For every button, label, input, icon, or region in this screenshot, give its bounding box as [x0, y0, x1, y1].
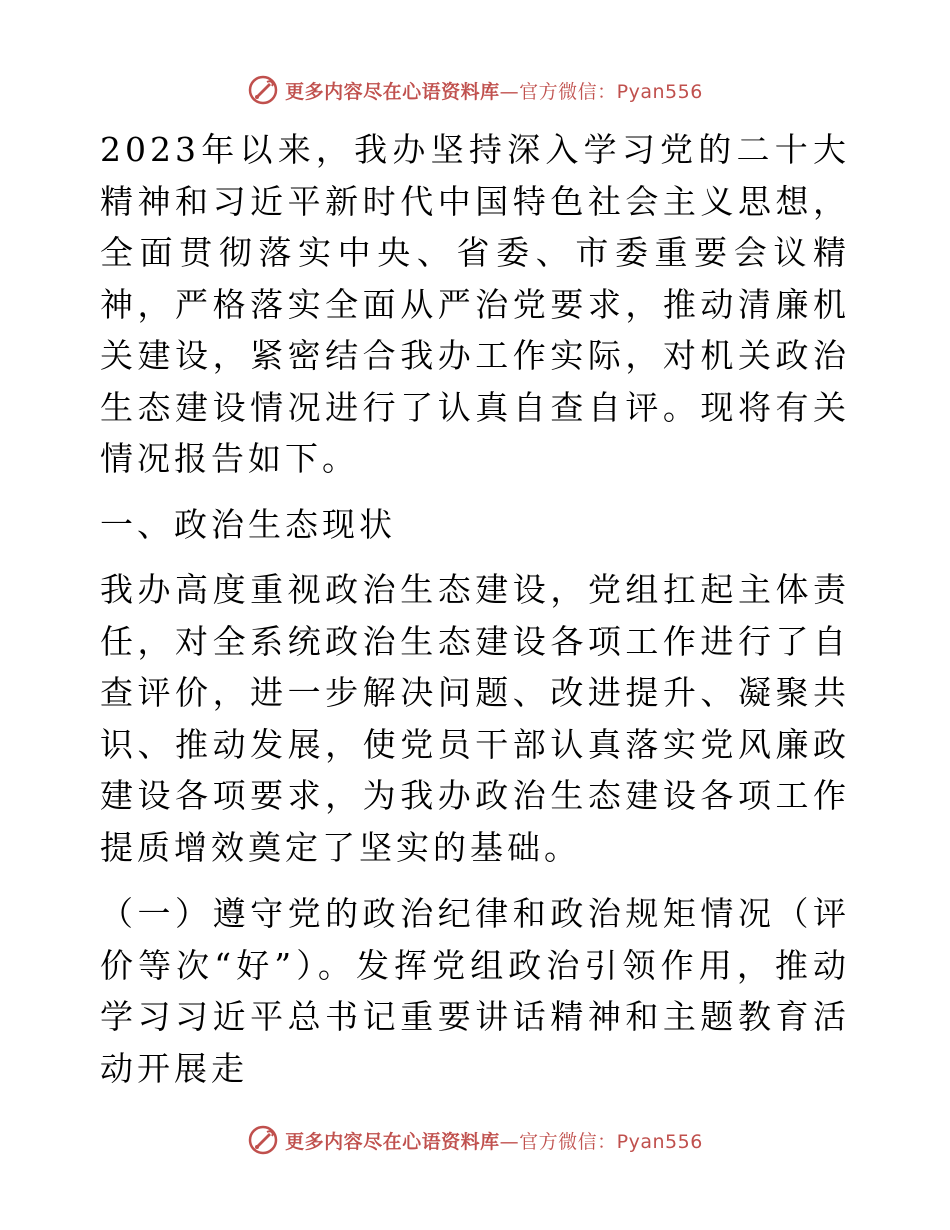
watermark-title: 更多内容尽在心语资料库 — [285, 1130, 500, 1153]
paragraph-discipline: （一）遵守党的政治纪律和政治规矩情况（评价等次“好”）。发挥党组政治引领作用，推动学习习近平总书记重要讲话精神和主题教育活动开展走 — [100, 894, 850, 1088]
quill-seal-icon — [247, 74, 279, 106]
watermark-contact: 官方微信：Pyan556 — [519, 1130, 703, 1153]
watermark-text — [285, 1127, 703, 1154]
watermark-dash: — — [499, 1130, 520, 1153]
paragraph-status: 我办高度重视政治生态建设，党组扛起主体责任，对全系统政治生态建设各项工作进行了自查评价，进一步解决问题、改进提升、凝聚共识、推动发展，使党员干部认真落实党风廉政建设各项要求，为我办政治生态建设各项工作提质增效奠定了坚实的基础。 — [100, 570, 850, 867]
footer-watermark — [0, 1120, 950, 1160]
document-body — [100, 124, 850, 1094]
watermark-text — [285, 77, 703, 104]
quill-seal-icon — [247, 1124, 279, 1156]
header-watermark — [0, 70, 950, 110]
watermark-dash: — — [499, 80, 520, 103]
watermark-contact: 官方微信：Pyan556 — [519, 80, 703, 103]
watermark-title: 更多内容尽在心语资料库 — [285, 80, 500, 103]
section-heading: 一、政治生态现状 — [100, 504, 396, 544]
paragraph-intro: 2023年以来，我办坚持深入学习党的二十大精神和习近平新时代中国特色社会主义思想，全面贯彻落实中央、省委、市委重要会议精神，严格落实全面从严治党要求，推动清廉机关建设，紧密结合我办工作实际，对机关政治生态建设情况进行了认真自查自评。现将有关情况报告如下。 — [100, 130, 850, 478]
